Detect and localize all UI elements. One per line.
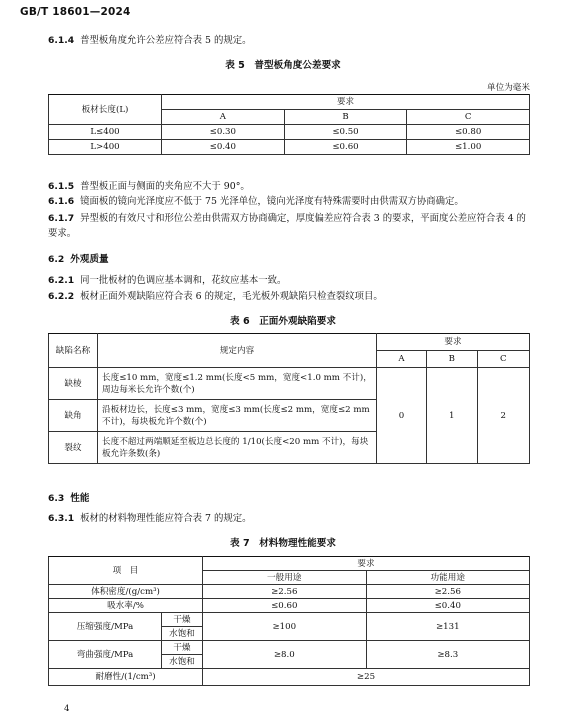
table6-value-a: 0: [377, 368, 427, 464]
table6-class-c: C: [477, 351, 529, 368]
table5-cell: ≤0.40: [162, 140, 285, 155]
table6-h-name: 缺陷名称: [49, 334, 98, 368]
standard-header: GB/T 18601—2024: [20, 6, 131, 18]
table6-caption: 表 6 正面外观缺陷要求: [230, 316, 336, 327]
table6-defect-content: 长度≤10 mm，宽度≤1.2 mm(长度<5 mm，宽度<1.0 mm 不计)，周边每米长允许个数(个): [98, 368, 377, 400]
table7-abrasion-label: 耐磨性/(1/cm³): [49, 669, 203, 686]
table6-class-b: B: [426, 351, 477, 368]
table5-cell: ≤1.00: [407, 140, 530, 155]
clause-6-1-7: 6.1.7 异型板的有效尺寸和形位公差由供需双方协商确定，厚度偏差应符合表 3 的要求，平面度公差应符合表 4 的要求。: [48, 213, 526, 239]
table7-h-req: 要求: [203, 557, 530, 571]
table7-density-functional: ≥2.56: [366, 585, 530, 599]
clause-6-1-5: 6.1.5 普型板正面与侧面的夹角应不大于 90°。: [48, 181, 250, 192]
table7-compressive-functional: ≥131: [366, 613, 530, 641]
table5-cell: ≤0.50: [284, 125, 407, 140]
table7-compressive-general: ≥100: [203, 613, 367, 641]
table7-absorption-label: 吸水率/%: [49, 599, 203, 613]
table7-compressive-label: 压缩强度/MPa: [49, 613, 162, 641]
table7-flexural-general: ≥8.0: [203, 641, 367, 669]
table7-flexural-dry: 干燥: [162, 641, 203, 655]
table6-class-a: A: [377, 351, 427, 368]
table6-h-req: 要求: [377, 334, 530, 351]
table5: [48, 94, 530, 155]
clause-6-1-6: 6.1.6 镜面板的镜向光泽度应不低于 75 光泽单位，镜向光泽度有特殊需要时由供需双方协商确定。: [48, 196, 464, 207]
table6-h-content: 规定内容: [98, 334, 377, 368]
table5-caption: 表 5 普型板角度公差要求: [225, 60, 341, 71]
table6: [48, 333, 530, 464]
table7-compressive-dry: 干燥: [162, 613, 203, 627]
table5-row-label: L>400: [49, 140, 162, 155]
page-number: 4: [64, 704, 70, 714]
table5-col-header: 板材长度(L): [49, 95, 162, 125]
table5-req-header: 要求: [162, 95, 530, 110]
table7-caption: 表 7 材料物理性能要求: [230, 538, 336, 549]
clause-6-2-1: 6.2.1 同一批板材的色调应基本调和，花纹应基本一致。: [48, 275, 287, 286]
table7-flexural-functional: ≥8.3: [366, 641, 530, 669]
table5-row-label: L≤400: [49, 125, 162, 140]
table7-h-general: 一般用途: [203, 571, 367, 585]
table6-defect-name: 缺角: [49, 400, 98, 432]
table7-flexural-label: 弯曲强度/MPa: [49, 641, 162, 669]
table7-absorption-general: ≤0.60: [203, 599, 367, 613]
section-6-3: 6.3 性能: [48, 493, 90, 504]
table5-cell: ≤0.30: [162, 125, 285, 140]
table6-defect-content: 沿板材边长，长度≤3 mm，宽度≤3 mm(长度≤2 mm，宽度≤2 mm 不计)，每块板允许个数(个): [98, 400, 377, 432]
table7: [48, 556, 530, 686]
section-6-2: 6.2 外观质量: [48, 254, 109, 265]
table7-density-label: 体积密度/(g/cm³): [49, 585, 203, 599]
table7-compressive-wet: 水饱和: [162, 627, 203, 641]
table7-density-general: ≥2.56: [203, 585, 367, 599]
table5-cell: ≤0.80: [407, 125, 530, 140]
table7-abrasion-value: ≥25: [203, 669, 530, 686]
table5-class-a: A: [162, 110, 285, 125]
table7-h-item: 项 目: [49, 557, 203, 585]
table5-unit: 单位为毫米: [487, 83, 530, 93]
table7-absorption-functional: ≤0.40: [366, 599, 530, 613]
clause-6-1-4: 6.1.4 普型板角度允许公差应符合表 5 的规定。: [48, 35, 252, 46]
clause-6-3-1: 6.3.1 板材的材料物理性能应符合表 7 的规定。: [48, 513, 252, 524]
table5-cell: ≤0.60: [284, 140, 407, 155]
table7-flexural-wet: 水饱和: [162, 655, 203, 669]
table6-defect-content: 长度不超过两端顺延至板边总长度的 1/10(长度<20 mm 不计)，每块板允许条数(条): [98, 432, 377, 464]
table7-h-functional: 功能用途: [366, 571, 530, 585]
table6-value-c: 2: [477, 368, 529, 464]
table6-value-b: 1: [426, 368, 477, 464]
clause-6-2-2: 6.2.2 板材正面外观缺陷应符合表 6 的规定，毛光板外观缺陷只检查裂纹项目。: [48, 291, 383, 302]
table6-defect-name: 裂纹: [49, 432, 98, 464]
table5-class-c: C: [407, 110, 530, 125]
table6-defect-name: 缺棱: [49, 368, 98, 400]
table5-class-b: B: [284, 110, 407, 125]
